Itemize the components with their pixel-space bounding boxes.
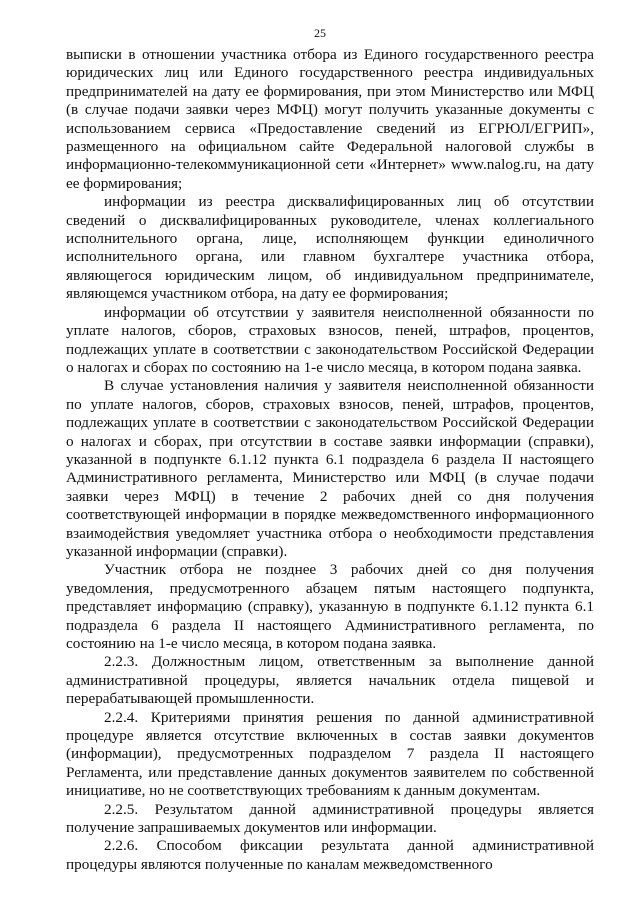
paragraph-2-2-4: 2.2.4. Критериями принятия решения по данной административной процедуре является отсутствие включенных в состав заявки документов (информации), предусмотренных подразделом 7 раздела II настоящего Регламента, или представление данных документов заявителем по собственной инициативе, но не соответствующих требованиям к данным документам. (66, 708, 594, 800)
page-number: 25 (314, 26, 326, 40)
paragraph-tax-debt-notification: В случае установления наличия у заявителя неисполненной обязанности по уплате налогов, сборов, страховых взносов, пеней, штрафов, процентов, подлежащих уплате в соответствии с законодательством Российской Федерации о налогах и сборах, при отсутствии в составе заявки информации (справки), указанной в подпункте 6.1.12 пункта 6.1 подраздела 6 раздела II настоящего Административного регламента, Министерство или МФЦ (в случае подачи заявки через МФЦ) в течение 2 рабочих дней со дня получения соответствующей информации в порядке межведомственного информационного взаимодействия уведомляет участника отбора о необходимости представления указанной информации (справки). (66, 377, 594, 560)
paragraph-tax-debt-info: информации об отсутствии у заявителя неисполненной обязанности по уплате налогов, сборов, страховых взносов, пеней, штрафов, процентов, подлежащих уплате в соответствии с законодательством Российской Федерации о налогах и сборах по состоянию на 1-е число месяца, в котором подана заявка. (66, 303, 594, 376)
paragraph-2-2-6: 2.2.6. Способом фиксации результата данной административной процедуры являются полученные по каналам межведомственного (66, 837, 594, 873)
paragraph-participant-response: Участник отбора не позднее 3 рабочих дней со дня получения уведомления, предусмотренного абзацем пятым настоящего подпункта, представляет информацию (справку), указанную в подпункте 6.1.12 пункта 6.1 подраздела 6 раздела II настоящего Административного регламента, по состоянию на 1-е число месяца, в котором подана заявка. (66, 561, 594, 652)
paragraph-2-2-3: 2.2.3. Должностным лицом, ответственным за выполнение данной административной процедуры, является начальник отдела пищевой и перерабатывающей промышленности. (66, 653, 594, 708)
document-body (66, 46, 594, 874)
paragraph-2-2-5: 2.2.5. Результатом данной административной процедуры является получение запрашиваемых документов или информации. (66, 800, 594, 837)
paragraph-egrul-extract: выписки в отношении участника отбора из Единого государственного реестра юридических лиц или Единого государственного реестра индивидуальных предпринимателей на дату ее формирования, при этом Министерство или МФЦ (в случае подачи заявки через МФЦ) могут получить указанные документы с использованием сервиса «Предоставление сведений из ЕГРЮЛ/ЕГРИП», размещенного на официальном сайте Федеральной налоговой службы в информационно-телекоммуникационной сети «Интернет» www.nalog.ru, на дату ее формирования; (66, 46, 594, 192)
paragraph-disqualified-registry: информации из реестра дисквалифицированных лиц об отсутствии сведений о дисквалифицированных руководителе, членах коллегиального исполнительного органа, лице, исполняющем функции единоличного исполнительного органа, или главном бухгалтере участника отбора, являющегося юридическим лицом, об индивидуальном предпринимателе, являющемся участником отбора, на дату ее формирования; (66, 193, 594, 303)
